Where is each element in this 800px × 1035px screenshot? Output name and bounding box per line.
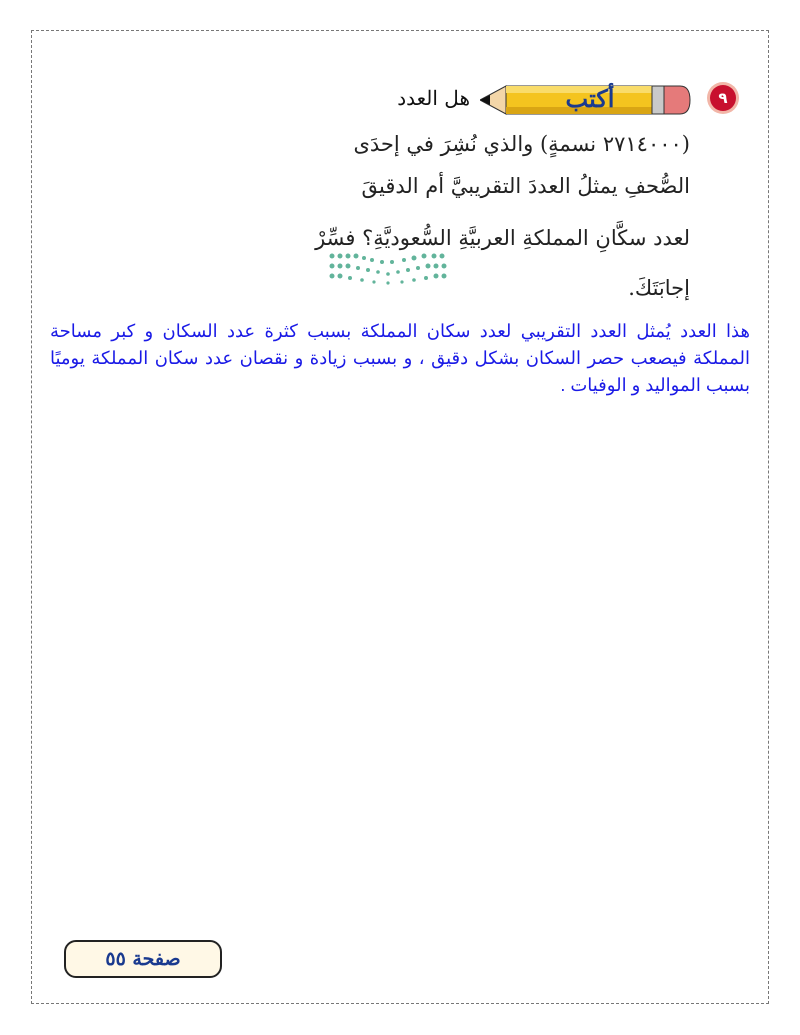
page-number-label: صفحة ٥٥ <box>105 948 181 970</box>
page-number-box <box>64 940 222 978</box>
question-line-3: لعدد سكَّانِ المملكةِ العربيَّةِ السُّعوديَّةِ؟ فسِّرْ <box>315 226 690 250</box>
watermark-dots-icon <box>326 248 450 288</box>
question-number-badge: ٩ <box>710 85 736 111</box>
question-lead: هل العدد <box>397 86 470 110</box>
answer-text: هذا العدد يُمثل العدد التقريبي لعدد سكان المملكة بسبب كثرة عدد السكان و كبر مساحة المملكة فيصعب حصر السكان بشكل دقيق ، و بسبب زيادة و نقصان عدد سكان المملكة يوميًا بسبب المواليد و الوفيات . <box>50 321 750 395</box>
question-line-2: الصُّحفِ يمثلُ العددَ التقريبيَّ أم الدقيقَ <box>361 174 690 198</box>
write-tag-label: أكتب <box>565 84 615 113</box>
question-line-1: (٢٧١٤٠٠٠ نسمةٍ) والذي نُشِرَ في إحدَى <box>353 132 690 156</box>
question-line-4: إجابَتَكَ. <box>628 276 690 300</box>
